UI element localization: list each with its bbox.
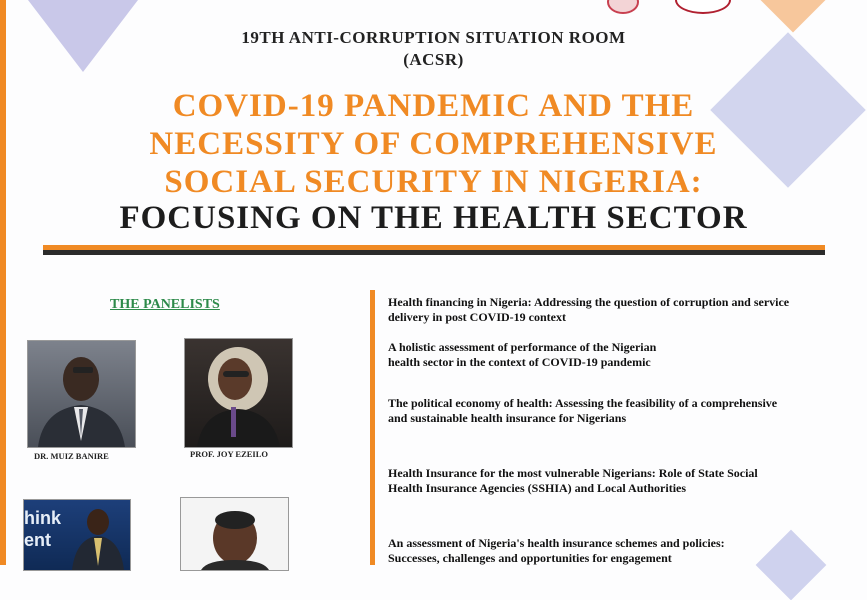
photo-backdrop-text-2: ent (24, 530, 51, 550)
organizer-logo (675, 0, 731, 14)
topic-1-line-2: delivery in post COVID-19 context (388, 310, 566, 324)
topic-3-line-1: The political economy of health: Assessing the feasibility of a comprehensive (388, 396, 778, 410)
topic-5-line-1: An assessment of Nigeria's health insurance schemes and policies: (388, 536, 725, 550)
topic-5-line-2: Successes, challenges and opportunities for engagement (388, 551, 672, 565)
partner-logo (607, 0, 639, 14)
left-accent-bar (0, 0, 6, 565)
person-silhouette-icon (24, 500, 130, 570)
person-silhouette-icon (181, 498, 288, 570)
headline-line-1: COVID-19 PANDEMIC AND THE (172, 88, 695, 124)
photo-backdrop-text-1: hink (24, 508, 62, 528)
org-title: 19TH ANTI-CORRUPTION SITUATION ROOM (241, 28, 626, 47)
org-acronym: (ACSR) (403, 50, 464, 69)
headline-line-2: NECESSITY OF COMPREHENSIVE (149, 126, 718, 162)
topic-4 (388, 466, 858, 496)
topic-5 (388, 536, 858, 566)
headline-line-3: SOCIAL SECURITY IN NIGERIA: (164, 164, 703, 200)
topic-4-line-2: Health Insurance Agencies (SSHIA) and Local Authorities (388, 481, 687, 495)
panelist-photo-1 (27, 340, 136, 448)
topic-1-line-1: Health financing in Nigeria: Addressing the question of corruption and service (388, 295, 790, 309)
panelist-photo-4 (180, 497, 289, 571)
divider-dark (43, 250, 825, 255)
panelist-name-1: DR. MUIZ BANIRE (34, 451, 109, 461)
topic-2 (388, 340, 858, 370)
topic-1 (388, 295, 858, 325)
subheadline: FOCUSING ON THE HEALTH SECTOR (119, 200, 748, 236)
topic-2-line-2: health sector in the context of COVID-19 pandemic (388, 355, 651, 369)
person-silhouette-icon (28, 341, 135, 447)
topics-divider (370, 290, 375, 565)
topic-4-line-1: Health Insurance for the most vulnerable Nigerians: Role of State Social (388, 466, 758, 480)
topic-2-line-1: A holistic assessment of performance of the Nigerian (388, 340, 657, 354)
panelists-heading: THE PANELISTS (110, 297, 220, 312)
panelist-photo-3 (23, 499, 131, 571)
topic-3-line-2: and sustainable health insurance for Nigerians (388, 411, 627, 425)
person-silhouette-icon (185, 339, 292, 447)
panelist-name-2: PROF. JOY EZEILO (190, 449, 269, 459)
topic-3 (388, 396, 858, 426)
panelist-photo-2 (184, 338, 293, 448)
